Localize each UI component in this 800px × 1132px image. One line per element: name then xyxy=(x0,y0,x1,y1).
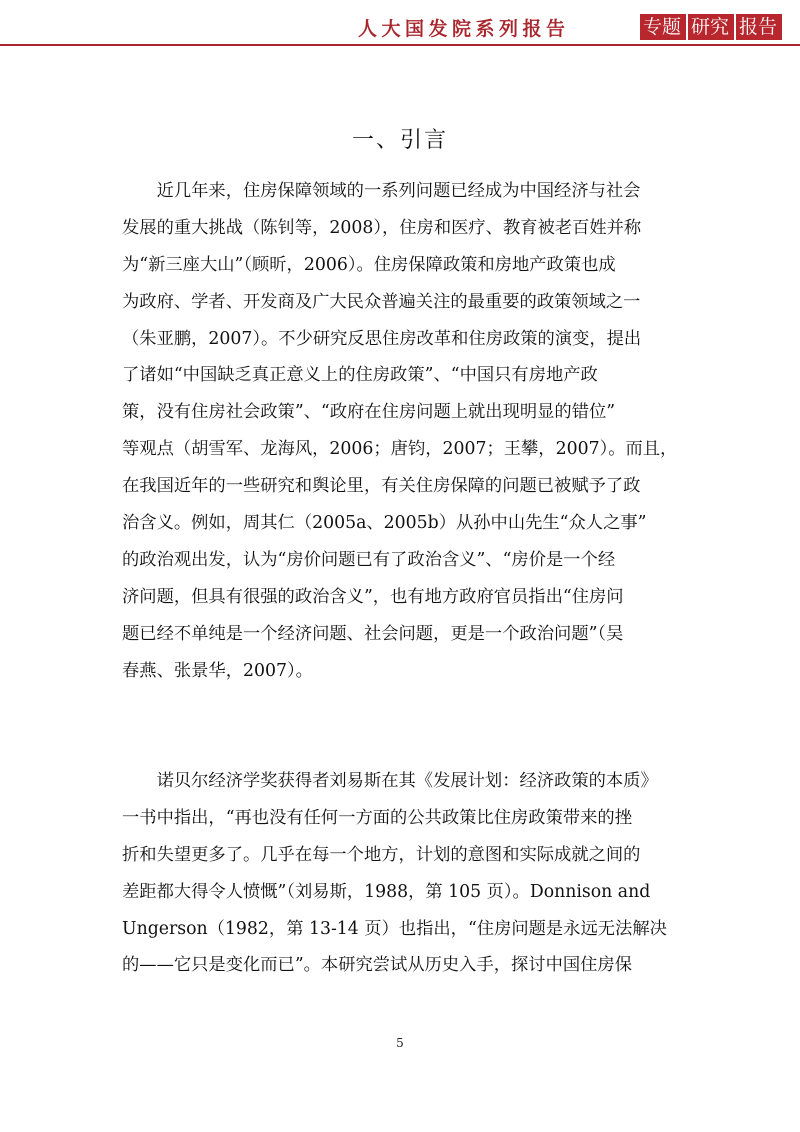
paragraph-line: 诺贝尔经济学奖获得者刘易斯在其《发展计划：经济政策的本质》 xyxy=(122,771,658,791)
series-title: 人大国发院系列报告 xyxy=(358,18,570,40)
paragraph-line: 等观点（胡雪军、龙海风，2006；唐钧，2007；王攀，2007）。而且， xyxy=(122,439,678,460)
paragraph-line: 了诸如“中国缺乏真正意义上的住房政策”、“中国只有房地产政 xyxy=(122,365,598,386)
paragraph-line: 的——它只是变化而已”。本研究尝试从历史入手，探讨中国住房保 xyxy=(122,955,632,976)
paragraph-line: 差距都大得令人愤慨”（刘易斯，1988，第 105 页）。Donnison and xyxy=(122,881,651,902)
paragraph-line: 一书中指出，“再也没有任何一方面的公共政策比住房政策带来的挫 xyxy=(122,807,632,828)
paragraph-line: （朱亚鹏，2007）。不少研究反思住房改革和住房政策的演变，提出 xyxy=(122,328,642,349)
body-paragraph-introduction xyxy=(122,173,682,689)
report-type-badges xyxy=(640,14,784,40)
section-heading: 一、引言 xyxy=(351,128,448,153)
header-divider xyxy=(0,44,800,46)
paragraph-line: 策，没有住房社会政策”、“政府在住房问题上就出现明显的错位” xyxy=(122,402,616,423)
paragraph-line: 春燕、张景华，2007）。 xyxy=(122,660,313,681)
paragraph-line: 近几年来，住房保障领域的一系列问题已经成为中国经济与社会 xyxy=(122,181,641,201)
badge-topic: 专题 xyxy=(640,14,686,40)
badge-research: 研究 xyxy=(688,14,734,40)
page-number: 5 xyxy=(396,1036,404,1050)
paragraph-line: 为“新三座大山”（顾昕，2006）。住房保障政策和房地产政策也成 xyxy=(122,254,616,275)
paragraph-line: 发展的重大挑战（陈钊等，2008），住房和医疗、教育被老百姓并称 xyxy=(122,217,642,238)
report-header xyxy=(0,0,800,48)
paragraph-line: 折和失望更多了。几乎在每一个地方，计划的意图和实际成就之间的 xyxy=(122,844,641,865)
badge-report: 报告 xyxy=(736,14,782,40)
paragraph-line: 济问题，但具有很强的政治含义”，也有地方政府官员指出“住房问 xyxy=(122,586,624,607)
paragraph-line: 题已经不单纯是一个经济问题、社会问题，更是一个政治问题”（吴 xyxy=(122,623,624,644)
paragraph-line: Ungerson（1982，第 13-14 页）也指出，“住房问题是永远无法解决 xyxy=(122,918,667,939)
paragraph-line: 的政治观出发，认为“房价问题已有了政治含义”、“房价是一个经 xyxy=(122,549,616,570)
body-paragraph-lewis-quote xyxy=(122,763,682,984)
paragraph-line: 治含义。例如，周其仁（2005a、2005b）从孙中山先生“众人之事” xyxy=(122,513,647,534)
paragraph-line: 为政府、学者、开发商及广大民众普遍关注的最重要的政策领域之一 xyxy=(122,291,641,312)
paragraph-line: 在我国近年的一些研究和舆论里，有关住房保障的问题已被赋予了政 xyxy=(122,476,641,497)
